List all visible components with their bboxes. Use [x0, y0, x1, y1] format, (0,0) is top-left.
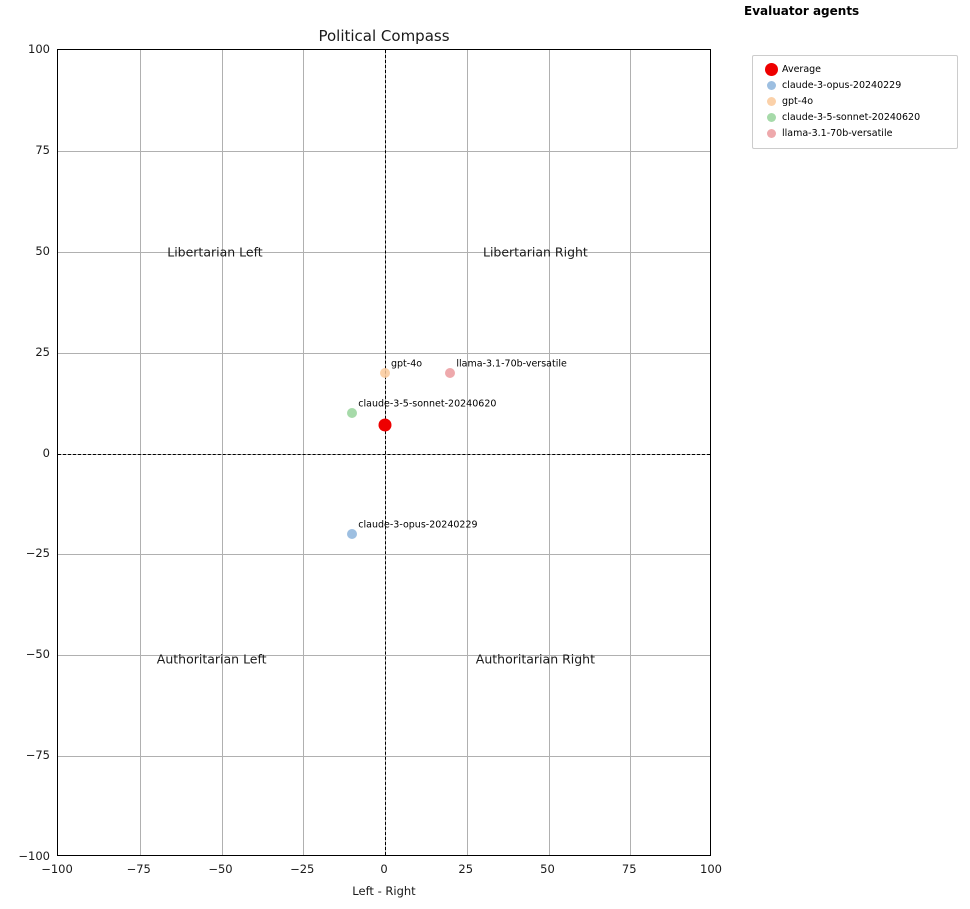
legend-marker-dot	[767, 113, 776, 122]
legend-item	[760, 94, 950, 109]
legend-marker-dot	[767, 81, 776, 90]
gridline-horizontal	[58, 554, 710, 555]
center-axis-horizontal	[58, 454, 710, 455]
gridline-horizontal	[58, 756, 710, 757]
y-tick-label: −50	[25, 647, 50, 662]
gridline-vertical	[303, 50, 304, 855]
legend-item	[760, 78, 950, 93]
y-tick-label: 0	[42, 445, 50, 460]
legend-swatch	[760, 81, 782, 90]
scatter-point-label: llama-3.1-70b-versatile	[456, 358, 567, 370]
gridline-horizontal	[58, 151, 710, 152]
legend-marker-dot	[767, 129, 776, 138]
y-tick-label: −75	[25, 748, 50, 763]
scatter-point	[347, 408, 357, 418]
y-tick-label: 25	[35, 344, 50, 359]
x-tick-label: 25	[458, 862, 474, 876]
scatter-point-label: claude-3-5-sonnet-20240620	[358, 398, 497, 410]
scatter-point-label: gpt-4o	[391, 358, 423, 370]
quadrant-label: Authoritarian Right	[475, 651, 596, 667]
legend-swatch	[760, 129, 782, 138]
legend-swatch	[760, 63, 782, 76]
gridline-vertical	[630, 50, 631, 855]
x-tick-label: 0	[380, 862, 388, 876]
scatter-point-label: claude-3-opus-20240229	[358, 519, 478, 531]
x-tick-label: −50	[208, 862, 233, 876]
center-axis-vertical	[385, 50, 386, 855]
x-axis-label: Left - Right	[352, 884, 416, 898]
plot-area	[57, 49, 711, 856]
y-tick-label: 75	[35, 142, 50, 157]
scatter-point	[379, 419, 392, 432]
y-tick-label: 100	[28, 42, 50, 56]
gridline-vertical	[549, 50, 550, 855]
gridline-vertical	[140, 50, 141, 855]
legend-title: Evaluator agents	[744, 4, 860, 18]
x-tick-label: 100	[700, 862, 722, 876]
legend-label: claude-3-opus-20240229	[782, 80, 902, 91]
x-tick-label: 75	[621, 862, 637, 876]
x-tick-label: −100	[41, 862, 73, 876]
legend-marker-dot	[767, 97, 776, 106]
legend-label: gpt-4o	[782, 96, 814, 107]
legend-swatch	[760, 97, 782, 106]
legend-item	[760, 110, 950, 125]
x-tick-label: 50	[540, 862, 555, 876]
quadrant-label: Libertarian Left	[167, 244, 263, 260]
scatter-point	[380, 368, 390, 378]
y-tick-label: −25	[25, 546, 50, 561]
legend-item	[760, 126, 950, 141]
chart-title: Political Compass	[318, 27, 450, 45]
legend-label: claude-3-5-sonnet-20240620	[782, 112, 921, 123]
gridline-vertical	[222, 50, 223, 855]
legend-marker-dot	[765, 63, 778, 76]
quadrant-label: Libertarian Right	[482, 244, 588, 260]
scatter-point	[445, 368, 455, 378]
scatter-point	[347, 529, 357, 539]
gridline-horizontal	[58, 353, 710, 354]
gridline-horizontal	[58, 252, 710, 253]
legend-item	[760, 62, 950, 77]
legend-label: llama-3.1-70b-versatile	[782, 128, 893, 139]
legend-swatch	[760, 113, 782, 122]
y-tick-label: −100	[18, 849, 50, 863]
quadrant-label: Authoritarian Left	[156, 651, 267, 667]
legend-label: Average	[782, 64, 822, 75]
x-tick-label: −75	[126, 862, 151, 876]
x-tick-label: −25	[290, 862, 315, 876]
gridline-vertical	[467, 50, 468, 855]
legend	[752, 55, 958, 149]
y-tick-label: 50	[35, 243, 50, 258]
